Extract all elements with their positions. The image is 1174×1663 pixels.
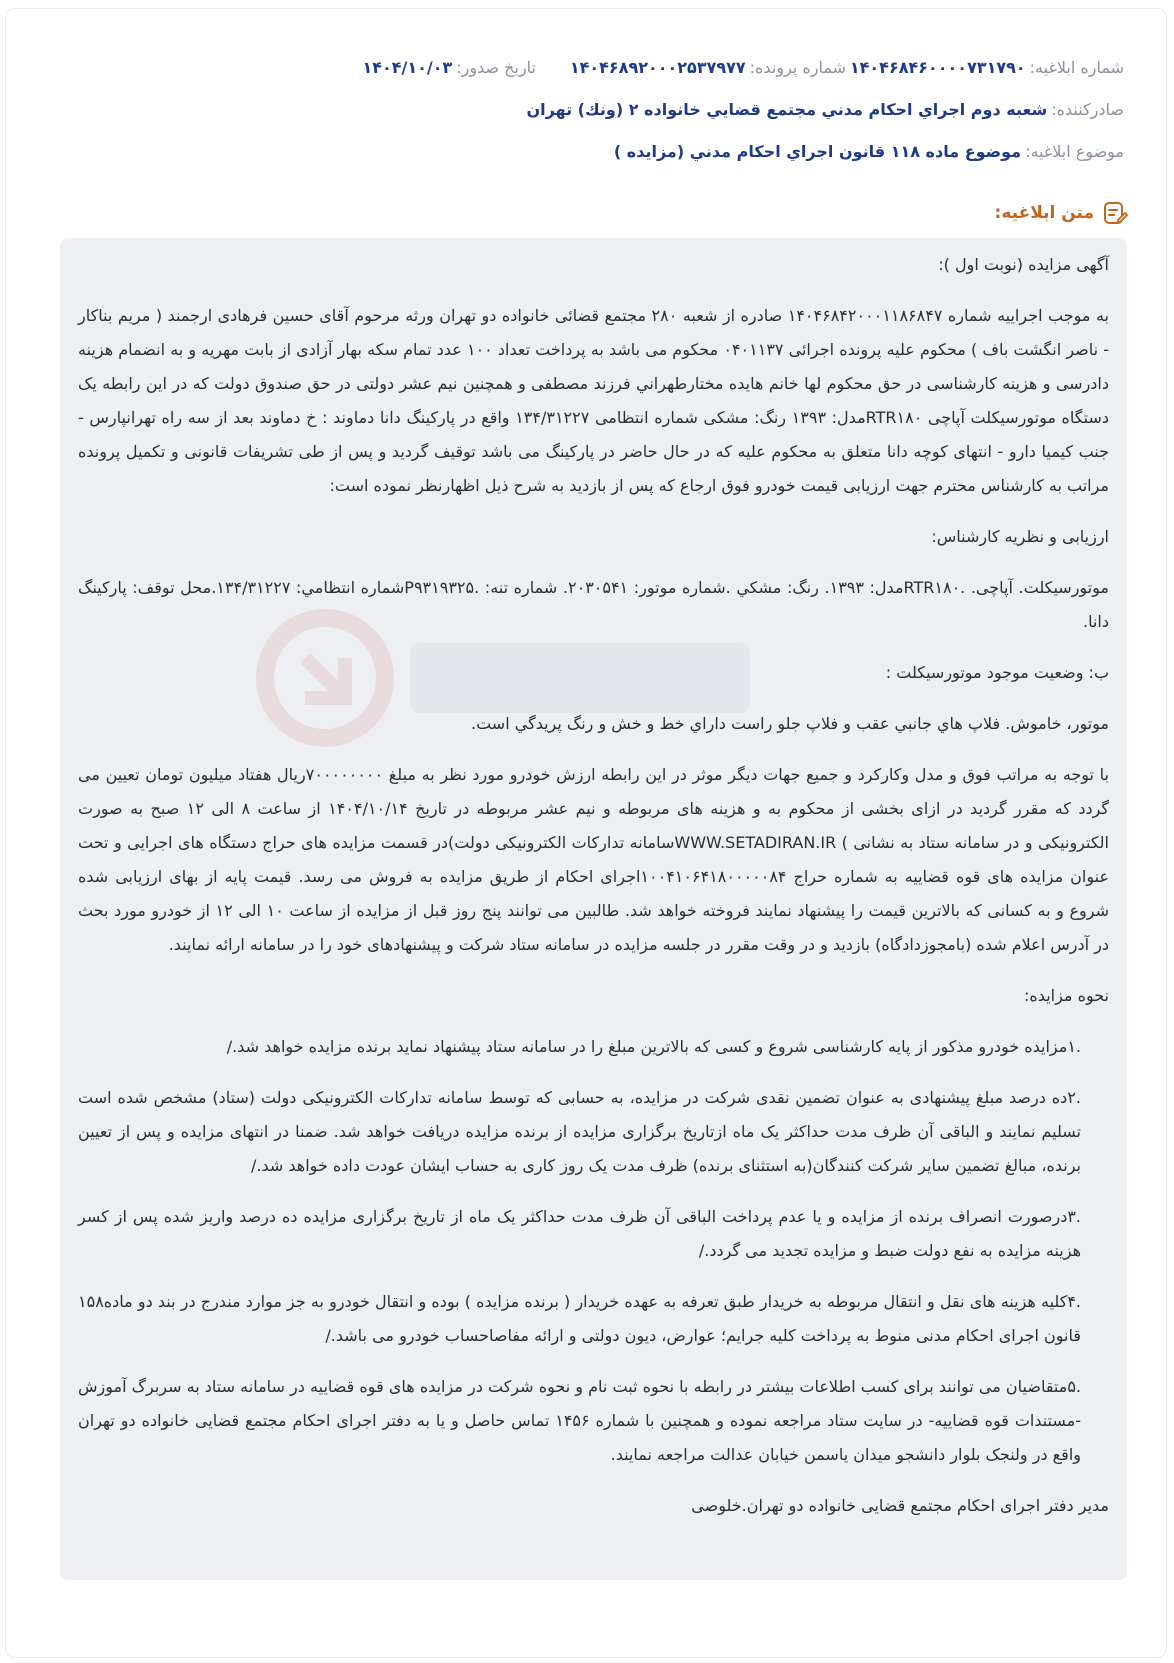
subject: موضوع ماده ۱۱۸ قانون اجراي احكام مدني (مزايده ) [613, 142, 1022, 161]
issue-date-label: تاریخ صدور: [456, 58, 536, 77]
case-number-label: شماره پرونده: [749, 58, 846, 77]
paragraph-rule-1: .۱مزایده خودرو مذکور از پایه کارشناسی شروع و کسی که بالاترین مبلغ را در سامانه ستاد پیشنهاد نماید برنده مزایده خواهد شد./ [226, 1037, 1081, 1056]
subject-label: موضوع ابلاغیه: [1025, 142, 1124, 161]
paragraph-condition-heading: ب: وضعیت موجود موتورسیکلت : [885, 663, 1109, 682]
paragraph-condition: موتور، خاموش. فلاپ هاي جانبي عقب و فلاپ جلو راست داراي خط و خش و رنگ پريدگي است. [471, 714, 1109, 733]
notice-title: متن ابلاغیه: [994, 203, 1094, 223]
notice-number-group [846, 58, 1124, 77]
notice-number: ۱۴۰۴۶۸۴۶۰۰۰۰۷۳۱۷۹۰ [849, 58, 1026, 77]
document-edit-icon [1102, 200, 1128, 226]
paragraph-valuation: با توجه به مراتب فوق و مدل وكاركرد و جميع جهات ديگر موثر در اين رابطه ارزش خودرو مورد نظر به مبلغ ۷۰۰۰۰۰۰۰۰ریال هفتاد میلیون تومان تعیین می گردد که مقرر گردید در ازای بخشی از محکوم به و هزینه های مربوطه و نیم عشر مربوطه در تاریخ ۱۴۰۴/۱۰/۱۴ از ساعت ۸ الی ۱۲ صبح به صورت الکترونیکی و در سامانه ستاد به نشانی ) WWW.SETADIRAN.IRسامانه تدارکات الکترونیکی دولت)در قسمت مزایده های حراج دستگاه های اجرایی و تحت عنوان مزایده های قوه قضاییه به شماره حراج ۱۰۰۴۱۰۶۴۱۸۰۰۰۰۰۸۴اجرای احکام از طریق مزایده به فروش می رسد. قیمت پایه از بهای ارزیابی شده شروع و به کسانی که بالاترین قیمت را پیشنهاد نمایند فروخته خواهد شد. طالبین می توانند پنج روز قبل از مزایده از ساعت ۱۰ الی ۱۲ از خودرو مورد بحث در آدرس اعلام شده (بامجوزدادگاه) بازدید و در وقت مقرر در جلسه مزایده در سامانه ستاد شرکت و پیشنهادهای خود را در سامانه ارائه نمایند. [78, 765, 1110, 954]
paragraph-rule-2: .۲ده درصد مبلغ پیشنهادی به عنوان تضمین نقدی شرکت در مزایده، به حسابی که توسط سامانه تدارکات الکترونیکی دولت (ستاد) مشخص شده است تسلیم نمایند و الباقی آن ظرف مدت حداکثر یک ماه ازتاریخ برگزاری مزایده از برنده مزایده دریافت خواهد شد. ضمنا در انتهای مزایده و پس از تعیین برنده، مبالغ تضمین سایر شرکت کنندگان(به استثنای برنده) ظرف مدت یک روز کاری به حساب ایشان عودت داده خواهد شد./ [78, 1088, 1081, 1175]
paragraph-method-heading: نحوه مزایده: [1024, 986, 1109, 1005]
issuer-label: صادرکننده: [1051, 100, 1124, 119]
subject-row [614, 142, 1124, 161]
paragraph-intro: به موجب اجراییه شماره ۱۴۰۴۶۸۴۲۰۰۰۱۱۸۶۸۴۷ صادره از شعبه ۲۸۰ مجتمع قضائی خانواده دو تهران ورثه مرحوم آقای حسین فرهادی ارجمند ( مریم بناکار - ناصر انگشت باف ) محکوم علیه پرونده اجرائی ۰۴۰۱۱۳۷ محکوم می باشد به پرداخت تعداد ۱۰۰ عدد تمام سکه بهار آزادی از بابت مهریه و به انضمام هزینه دادرسی و هزینه کارشناسی در حق محکوم لها خانم هایده مختارطهراني فرزند مصطفی و همچنین نیم عشر دولتی در حق صندوق دولت که در این رابطه یک دستگاه موتورسیکلت آپاچی RTR۱۸۰مدل: ۱۳۹۳ رنگ: مشکی شماره انتظامی ۱۳۴/۳۱۲۲۷ واقع در پارکینگ دانا دماوند : خ دماوند بعد از سه راه تهرانپارس - جنب کیمیا دارو - انتهای کوچه دانا متعلق به محکوم علیه که در حال حاضر در پارکینگ می باشد توقیف گردید و پس از طی تشریفات قانونی و تکمیل پرونده مراتب به کارشناس محترم جهت ارزیابی قیمت خودرو فوق ارجاع که پس از بازدید به شرح ذیل اظهارنظر نموده است: [78, 306, 1110, 495]
paragraph-signature: مدیر دفتر اجرای احکام مجتمع قضایی خانواده دو تهران.خلوصی [691, 1496, 1109, 1515]
issue-date-group [362, 58, 536, 77]
issue-date: ۱۴۰۴/۱۰/۰۳ [362, 58, 453, 77]
paragraph-rule-5: .۵متقاضیان می توانند برای کسب اطلاعات بیشتر در رابطه با نحوه ثبت نام و نحوه شرکت در مزایده های قوه قضاییه در سامانه ستاد به سربرگ آموزش -مستندات قوه قضاییه- در سایت ستاد مراجعه نموده و همچنین با شماره ۱۴۵۶ تماس حاصل و یا به دفتر اجرای احکام مجتمع قضایی خانواده دو تهران واقع در ولنجک بلوار دانشجو میدان یاسمن خیابان عدالت مراجعه نمایند. [78, 1377, 1081, 1464]
notice-header [995, 200, 1128, 226]
paragraph-title: آگهی مزایده (نوبت اول ): [938, 255, 1109, 274]
paragraph-expert-heading: ارزیابی و نظریه کارشناس: [931, 527, 1109, 546]
header-identifiers [362, 58, 1124, 77]
paragraph-vehicle-spec: موتورسیکلت. آپاچی. .RTR۱۸۰مدل: ۱۳۹۳. رنگ: مشكي .شماره موتور: ۲۰۳۰۵۴۱. شماره تنه: .P۹۳۱۹۳۲۵شماره انتظامي: ۱۳۴/۳۱۲۲۷.محل توقف: پاركينگ دانا. [78, 578, 1109, 631]
notice-body [60, 238, 1127, 1580]
issuer: شعبه دوم اجراي احكام مدني مجتمع قضايي خانواده ۲ (ونك) تهران [526, 100, 1048, 119]
paragraph-rule-4: .۴کلیه هزینه های نقل و انتقال مربوطه به خریدار طبق تعرفه به عهده خریدار ( برنده مزایده ) بوده و انتقال خودرو به جز موارد مندرج در بند دو ماده۱۵۸ قانون اجرای احکام مدنی منوط به پرداخت کلیه جرایم؛ عوارض، دیون دولتی و ارائه مفاصاحساب خودرو می باشد./ [78, 1292, 1081, 1345]
notice-number-label: شماره ابلاغیه: [1029, 58, 1124, 77]
case-number-group [536, 58, 846, 77]
case-number: ۱۴۰۴۶۸۹۲۰۰۰۲۵۳۷۹۷۷ [569, 58, 746, 77]
issuer-row [526, 100, 1124, 119]
paragraph-rule-3: .۳درصورت انصراف برنده از مزایده و یا عدم پرداخت الباقی آن ظرف مدت حداکثر یک ماه از تاریخ برگزاری مزایده ده درصد واریز شده پس از کسر هزینه مزایده به نفع دولت ضبط و مزایده تجدید می گردد./ [78, 1207, 1081, 1260]
